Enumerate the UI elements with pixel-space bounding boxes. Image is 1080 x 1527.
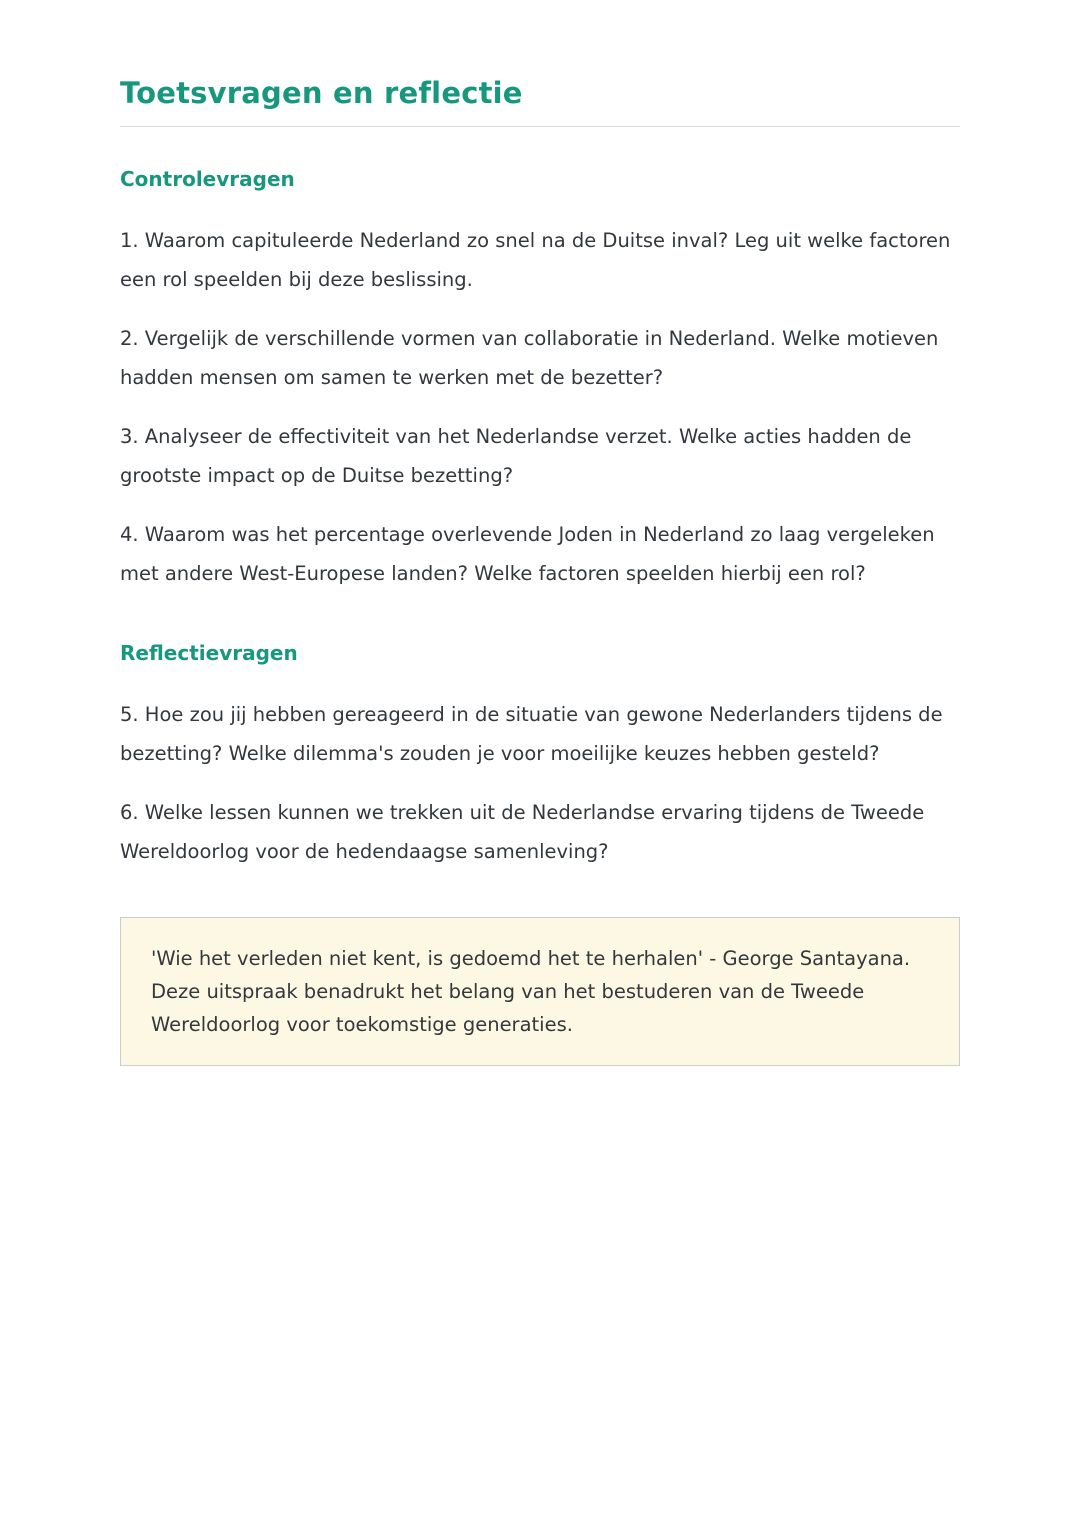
quote-box: [120, 917, 960, 1066]
question-2: 2. Vergelijk de verschillende vormen van collaboratie in Nederland. Welke motieven hadden mensen om samen te werken met de bezetter?: [120, 327, 939, 389]
question-1: 1. Waarom capituleerde Nederland zo snel na de Duitse inval? Leg uit welke factoren een rol speelden bij deze beslissing.: [120, 229, 951, 291]
quote-text: 'Wie het verleden niet kent, is gedoemd het te herhalen' - George Santayana. Deze uitspraak benadrukt het belang van het bestuderen van de Tweede Wereldoorlog voor toekomstige generaties.: [151, 947, 911, 1037]
page-title: Toetsvragen en reflectie: [120, 76, 523, 110]
title-divider: [120, 126, 960, 127]
question-6: 6. Welke lessen kunnen we trekken uit de Nederlandse ervaring tijdens de Tweede Wereldoorlog voor de hedendaagse samenleving?: [120, 801, 925, 863]
question-5: 5. Hoe zou jij hebben gereageerd in de situatie van gewone Nederlanders tijdens de bezetting? Welke dilemma's zouden je voor moeilijke keuzes hebben gesteld?: [120, 703, 943, 765]
question-4: 4. Waarom was het percentage overlevende Joden in Nederland zo laag vergeleken met andere West-Europese landen? Welke factoren speelden hierbij een rol?: [120, 523, 935, 585]
section-heading-reflectievragen: Reflectievragen: [120, 641, 298, 665]
question-3: 3. Analyseer de effectiviteit van het Nederlandse verzet. Welke acties hadden de grootste impact op de Duitse bezetting?: [120, 425, 912, 487]
section-heading-controlevragen: Controlevragen: [120, 167, 295, 191]
